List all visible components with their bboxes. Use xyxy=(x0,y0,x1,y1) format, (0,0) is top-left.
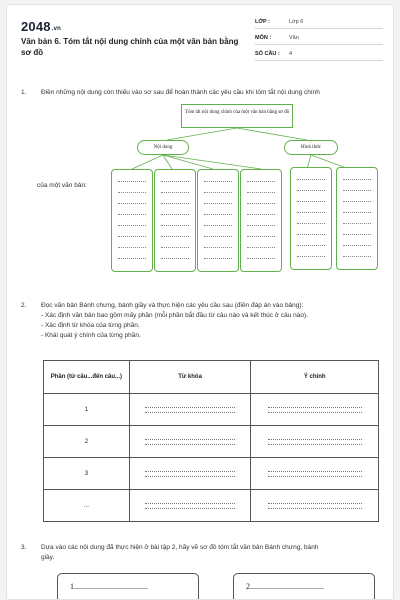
content-answer-box-2[interactable] xyxy=(154,169,196,272)
question-line: - Khái quát ý chính của từng phần. xyxy=(41,332,141,339)
dotted-line xyxy=(247,214,275,215)
question-line: Dựa vào các nội dung đã thực hiện ở bài tập 2, hãy vẽ sơ đồ tóm tắt văn bản Bánh chưng, bánh xyxy=(41,544,319,551)
dotted-line xyxy=(118,225,146,226)
meta-value: 4 xyxy=(289,51,293,57)
dotted-line xyxy=(118,192,146,193)
content-answer-box-1[interactable] xyxy=(111,169,153,272)
dotted-line xyxy=(297,256,325,257)
question-2 xyxy=(21,301,391,351)
logo-suffix: .vn xyxy=(51,26,62,32)
meta-key: SỐ CÂU : xyxy=(255,51,280,57)
dotted-line xyxy=(204,203,232,204)
dotted-line xyxy=(343,256,371,257)
diagram-form-node: Hình thức xyxy=(284,140,338,155)
dotted-line xyxy=(204,214,232,215)
dotted-line xyxy=(297,234,325,235)
meta-value: Lớp 6 xyxy=(289,19,304,25)
dotted-line xyxy=(161,247,189,248)
summary-table xyxy=(43,360,379,522)
dotted-line xyxy=(161,258,189,259)
dotted-line xyxy=(343,201,371,202)
form-answer-box-2[interactable] xyxy=(336,167,378,270)
question-number: 2. xyxy=(21,302,27,309)
dotted-line xyxy=(343,179,371,180)
dotted-line xyxy=(247,225,275,226)
question-text: Điền những nội dung còn thiếu vào sơ sau để hoàn thành các yêu cầu khi tóm tắt nội dung chính xyxy=(41,89,320,96)
dotted-line xyxy=(204,192,232,193)
part-number-cell: 2 xyxy=(44,426,130,458)
dotted-line xyxy=(247,247,275,248)
dotted-line xyxy=(161,203,189,204)
document-title: Văn bản 6. Tóm tắt nội dung chính của một văn bản bằng sơ đồ xyxy=(21,37,239,57)
dotted-line xyxy=(343,223,371,224)
dotted-line xyxy=(161,214,189,215)
question-number: 1. xyxy=(21,89,27,96)
table-row xyxy=(44,490,379,522)
meta-key: MÔN : xyxy=(255,35,272,41)
dotted-line xyxy=(161,236,189,237)
answer-box-1[interactable]: 1..................................... xyxy=(57,573,199,600)
diagram-root-node: Tóm tắt nội dung chính của một văn bản bằng sơ đồ xyxy=(181,104,293,128)
dotted-line xyxy=(161,192,189,193)
dotted-line xyxy=(247,236,275,237)
main-idea-answer-cell[interactable] xyxy=(251,394,379,426)
meta-value: Văn xyxy=(289,35,299,41)
table-header-row xyxy=(44,361,379,394)
diagram-content-node: Nội dung xyxy=(137,140,189,155)
dotted-line xyxy=(204,258,232,259)
dotted-line xyxy=(204,225,232,226)
main-idea-answer-cell[interactable] xyxy=(251,458,379,490)
dotted-line xyxy=(247,258,275,259)
dotted-line xyxy=(204,181,232,182)
keywords-answer-cell[interactable] xyxy=(129,394,251,426)
keywords-answer-cell[interactable] xyxy=(129,458,251,490)
question-number: 3. xyxy=(21,544,27,551)
column-header-part: Phần (từ câu...đến câu...) xyxy=(44,361,130,394)
main-idea-answer-cell[interactable] xyxy=(251,426,379,458)
question-3 xyxy=(21,543,391,565)
dotted-line xyxy=(343,234,371,235)
dotted-line xyxy=(297,190,325,191)
table-row xyxy=(44,426,379,458)
dotted-line xyxy=(204,236,232,237)
dotted-line xyxy=(297,245,325,246)
main-idea-answer-cell[interactable] xyxy=(251,490,379,522)
dotted-line xyxy=(343,212,371,213)
dotted-line xyxy=(118,214,146,215)
dotted-line xyxy=(247,181,275,182)
answer-box-2[interactable]: 2..................................... xyxy=(233,573,375,600)
dotted-line xyxy=(297,201,325,202)
question-1-continuation: của một văn bản: xyxy=(37,182,87,189)
dotted-line xyxy=(247,203,275,204)
dotted-line xyxy=(118,258,146,259)
dotted-line xyxy=(204,247,232,248)
question-line: Đọc văn bản Bánh chưng, bánh giầy và thực hiện các yêu cầu sau (điền đáp án vào bảng): xyxy=(41,302,304,309)
dotted-line xyxy=(161,225,189,226)
dotted-line xyxy=(118,181,146,182)
dotted-line xyxy=(297,223,325,224)
meta-key: LỚP : xyxy=(255,19,270,25)
table-row xyxy=(44,458,379,490)
content-answer-box-4[interactable] xyxy=(240,169,282,272)
dotted-line xyxy=(297,179,325,180)
question-line: - Xác định từ khóa của từng phần. xyxy=(41,322,140,329)
dotted-line xyxy=(118,247,146,248)
logo-text: 2048 xyxy=(21,19,51,34)
dotted-line xyxy=(247,192,275,193)
dotted-line xyxy=(297,212,325,213)
dotted-line xyxy=(343,245,371,246)
question-text xyxy=(41,301,391,341)
form-answer-box-1[interactable] xyxy=(290,167,332,270)
content-answer-box-3[interactable] xyxy=(197,169,239,272)
column-header-main-idea: Ý chính xyxy=(251,361,379,394)
question-line: giầy. xyxy=(41,554,55,561)
part-number-cell: ... xyxy=(44,490,130,522)
keywords-answer-cell[interactable] xyxy=(129,490,251,522)
part-number-cell: 1 xyxy=(44,394,130,426)
column-header-keywords: Từ khóa xyxy=(129,361,251,394)
worksheet-page xyxy=(6,4,394,600)
question-line: - Xác định văn bản bao gồm mấy phần (mỗi phần bắt đầu từ câu nào và kết thúc ở câu nào). xyxy=(41,312,308,319)
dotted-line xyxy=(161,181,189,182)
part-number-cell: 3 xyxy=(44,458,130,490)
keywords-answer-cell[interactable] xyxy=(129,426,251,458)
dotted-line xyxy=(118,203,146,204)
dotted-line xyxy=(343,190,371,191)
table-row xyxy=(44,394,379,426)
question-text xyxy=(41,543,391,563)
dotted-line xyxy=(118,236,146,237)
